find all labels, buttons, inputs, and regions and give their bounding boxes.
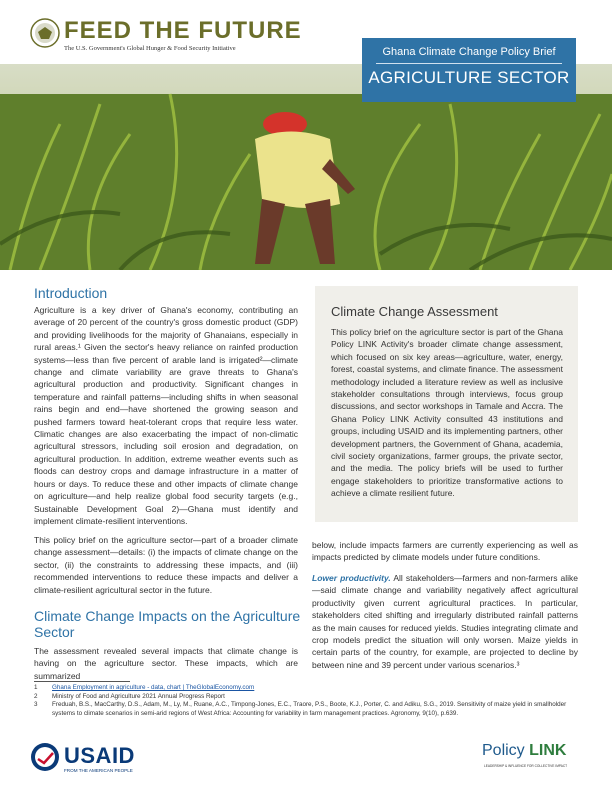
footnotes [34, 684, 579, 719]
footnote-text: Ministry of Food and Agriculture 2021 Annual Progress Report [52, 692, 225, 700]
policy-link-logo [482, 742, 582, 782]
footnote-link[interactable]: Ghana Employment in agriculture - data, chart | TheGlobalEconomy.com [52, 684, 255, 691]
footnote-divider [34, 681, 130, 682]
footnote-1 [34, 684, 579, 693]
right-paragraph-1: below, include impacts farmers are currently experiencing as well as impacts predicted by climate models under future conditions. [312, 540, 578, 563]
us-seal-icon [30, 18, 60, 48]
footnote-3 [34, 701, 579, 718]
logo-subtitle: The U.S. Government's Global Hunger & Food Security Initiative [64, 45, 236, 52]
title-banner [362, 38, 576, 102]
link-word: LINK [529, 742, 567, 759]
impacts-heading: Climate Change Impacts on the Agriculture Sector [34, 608, 301, 640]
assessment-sidebar-box [315, 286, 578, 522]
policy-link-tagline: LEADERSHIP & INFLUENCE FOR COLLECTIVE IMPACT [484, 764, 568, 768]
usaid-wordmark: USAID [64, 743, 135, 768]
impacts-paragraph: The assessment revealed several impacts that climate change is having on the agriculture sector. These impacts, which are summarized [34, 646, 298, 681]
policy-link-wordmark [482, 742, 566, 760]
assessment-heading: Climate Change Assessment [331, 304, 498, 319]
lower-productivity-text: All stakeholders—farmers and non-farmers alike—said climate change and variability negatively affect agricultural productivity given current agricultural practices. In particular, stakeholders cited shifting and irregularly distributed rainfall patterns as the main causes for reduced yields. Studies integrating climate and crop models predict the situation will only worsen. Maize yields in certain parts of the country, for example, are projected to decline by between nine and 39 percent under various scenarios.³ [312, 573, 578, 670]
footnote-text: Freduah, B.S., MacCarthy, D.S., Adam, M., Ly, M., Ruane, A.C., Timpong-Jones, E.C., Traore, P.S., Boote, K.J., Porter, C. and Adiku, S.G., 2019. Sensitivity of maize yield in smallholder systems to climate scenarios in semi-arid regions of West Africa: Accounting for variability in farm management practices. Agronomy, 9(10), p.639. [52, 701, 567, 718]
logo-title: FEED THE FUTURE [64, 17, 302, 44]
assessment-text: This policy brief on the agriculture sector is part of the Ghana Policy LINK Activity's broader climate change assessment, which focused on six key areas—agriculture, water, energy, forest, coastal systems, and climate finance. The assessment methodology included a literature review as well as inclusive stakeholder consultations through interviews, focus group discussions, and sector workshops in Tamale and Accra. The Ghana Policy LINK Activity consulted 43 institutions and groups, including USAID and its implementing partners, other development partners, the Government of Ghana, academia, civil society organizations, farmer groups, the private sector, and the media. The policy briefs will be used to further engage stakeholders to prioritize transformative actions to achieve a climate resilient future. [331, 327, 563, 499]
feed-the-future-logo [30, 17, 302, 56]
banner-kicker: Ghana Climate Change Policy Brief [382, 46, 556, 58]
footnote-2 [34, 693, 579, 702]
intro-paragraph-1: Agriculture is a key driver of Ghana's economy, contributing an average of 20 percent of the country's gross domestic product (GDP) and providing livelihoods for the majority of Ghanaians, especially in rural areas.¹ Given the sector's heavy reliance on rainfed production systems—less than five percent of arable land is irrigated²—climate change and climate variability are grave threats to Ghana's agricultural production and productivity. Significant changes in temperature and rainfall patterns—including shifts in when seasonal rains begin and end—have shortened the growing season and pushed farmers toward heat-tolerant crops that require less water. Climatic changes are also exacerbating the impact of non-climatic agricultural stressors, including soil erosion and degradation, on agricultural production. In addition, extreme weather events such as floods can destroy crops and damage infrastructure in a matter of hours or days. To reduce these and other impacts of climate change on agriculture—and help realize global food security targets (e.g., Sustainable Development Goal 2)—Ghana must identify and implement climate-resilient interventions. [34, 305, 298, 526]
usaid-logo [30, 740, 170, 780]
footnote-number: 2 [34, 692, 38, 700]
policy-word: Policy [482, 742, 530, 759]
usaid-tagline: FROM THE AMERICAN PEOPLE [64, 768, 133, 773]
intro-heading: Introduction [34, 285, 108, 301]
intro-paragraph-2: This policy brief on the agriculture sector—part of a broader climate change assessment—details: (i) the impacts of climate change on the sector, (ii) the constraints to addressing these impacts, and (iii) recommended interventions to reduce these impacts and deliver a climate-resilient agricultural sector in the future. [34, 535, 298, 595]
right-paragraph-2 [312, 572, 578, 671]
footnote-number: 1 [34, 684, 38, 691]
usaid-seal-icon [30, 742, 60, 772]
banner-divider [376, 63, 562, 64]
lower-productivity-lead: Lower productivity. [312, 573, 391, 583]
footnote-number: 3 [34, 701, 38, 709]
banner-title: AGRICULTURE SECTOR [368, 68, 570, 87]
